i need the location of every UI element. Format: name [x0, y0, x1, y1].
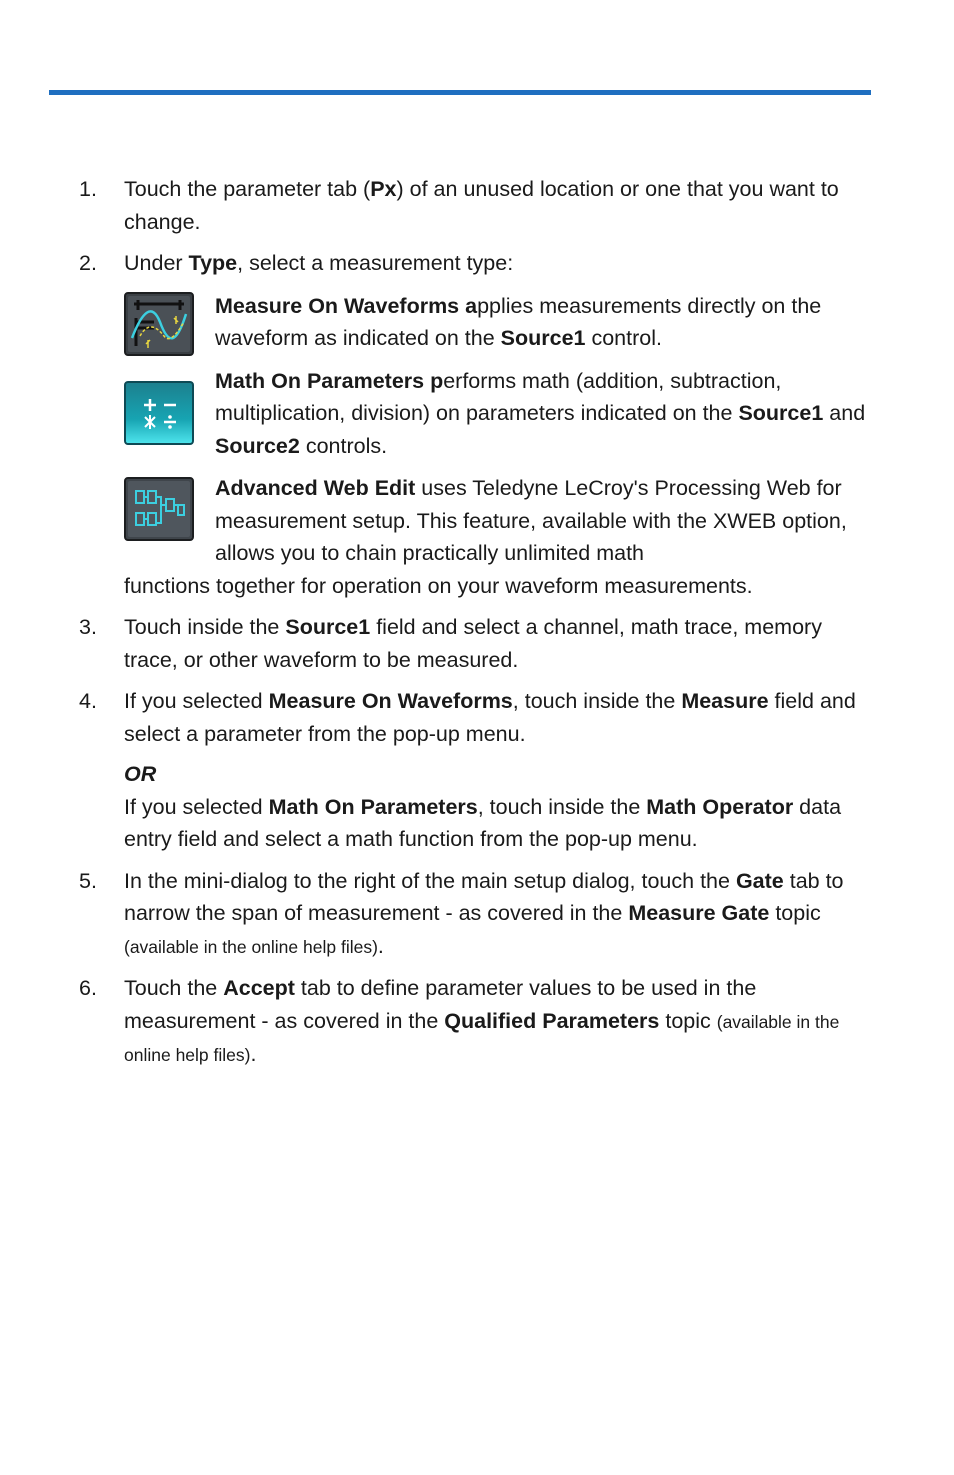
- option-term: Math On Parameters: [268, 794, 478, 819]
- step-number: 6.: [79, 976, 97, 1000]
- option-math-on-parameters: [124, 365, 868, 463]
- step-text: If you selected: [124, 689, 269, 713]
- option-term: Measure On Waveforms a: [215, 293, 478, 318]
- step-text: .: [377, 933, 384, 958]
- help-note: (available in the online help files): [124, 1011, 840, 1065]
- gate-term: Gate: [735, 868, 784, 893]
- step-5: [0, 865, 954, 964]
- help-note: (available in the online help files): [124, 936, 378, 957]
- measure-on-waveforms-icon: [124, 292, 194, 356]
- advanced-web-edit-icon: [124, 477, 194, 541]
- option-term: Measure On Waveforms: [268, 689, 513, 713]
- step-text: , select a measurement type:: [237, 251, 514, 275]
- source1-term: Source1: [500, 326, 586, 350]
- qualified-parameters-term: Qualified Parameters: [444, 1008, 660, 1033]
- step-number: 3.: [79, 615, 97, 639]
- measure-term: Measure: [681, 689, 769, 713]
- or-separator: OR: [124, 762, 157, 786]
- step-number: 4.: [79, 689, 97, 713]
- header-rule: [49, 90, 871, 95]
- step-1: [0, 173, 954, 238]
- step-text: Touch the parameter tab (: [124, 177, 371, 201]
- option-measure-on-waveforms: [124, 290, 868, 355]
- param-tab-term: Px: [370, 177, 397, 201]
- step-6: [0, 972, 954, 1072]
- step-text: Under: [124, 251, 189, 275]
- step-text: topic: [659, 1008, 717, 1033]
- option-text: controls.: [299, 433, 388, 458]
- measure-gate-term: Measure Gate: [628, 901, 770, 925]
- option-advanced-web-edit: [124, 472, 868, 602]
- step-4-alternative: [124, 791, 868, 856]
- option-text: functions together for operation on your waveform measurements.: [124, 573, 753, 598]
- step-number: 1.: [79, 177, 97, 201]
- math-operator-term: Math Operator: [646, 794, 794, 819]
- step-text: If you selected: [124, 794, 269, 819]
- option-text: erforms math (addition, subtraction, multiplication, division) on parameters indicated on the: [215, 368, 782, 425]
- step-text: Touch the: [124, 976, 224, 1000]
- option-text: and: [823, 401, 866, 425]
- step-text: field and select a parameter from the pop-up menu.: [124, 689, 856, 746]
- step-text: Touch inside the: [124, 615, 286, 639]
- option-term: Advanced Web Edit: [215, 476, 416, 500]
- step-number: 5.: [79, 868, 97, 893]
- step-4: [0, 685, 954, 856]
- option-text: pplies measurements directly on the waveform as indicated on the: [215, 293, 822, 350]
- step-text: topic: [769, 901, 821, 925]
- source2-term: Source2: [215, 433, 300, 458]
- step-text: , touch inside the: [477, 794, 647, 819]
- step-text: data entry field and select a math function from the pop-up menu.: [124, 794, 842, 851]
- option-text: uses Teledyne LeCroy's Processing Web for measurement setup. This feature, available with the XWEB option, allows you to chain practically unlimited math: [215, 476, 847, 565]
- procedure-steps: [0, 173, 954, 1081]
- step-number: 2.: [79, 251, 97, 275]
- source1-term: Source1: [738, 401, 824, 425]
- option-term: Math On Parameters p: [215, 368, 444, 393]
- option-text: control.: [585, 326, 662, 350]
- step-3: [0, 611, 954, 676]
- type-term: Type: [188, 251, 238, 275]
- step-2: [0, 247, 954, 602]
- step-text: In the mini-dialog to the right of the main setup dialog, touch the: [124, 868, 736, 893]
- step-text: .: [250, 1042, 257, 1066]
- math-on-parameters-icon: [124, 381, 194, 445]
- step-text: field and select a channel, math trace, memory trace, or other waveform to be measured.: [124, 615, 822, 672]
- step-text: tab to narrow the span of measurement - as covered in the: [124, 868, 844, 925]
- source1-term: Source1: [285, 615, 371, 639]
- step-text: tab to define parameter values to be used in the measurement - as covered in the: [124, 976, 757, 1033]
- accept-term: Accept: [223, 976, 295, 1000]
- step-text: ) of an unused location or one that you want to change.: [124, 177, 839, 234]
- step-text: , touch inside the: [512, 689, 682, 713]
